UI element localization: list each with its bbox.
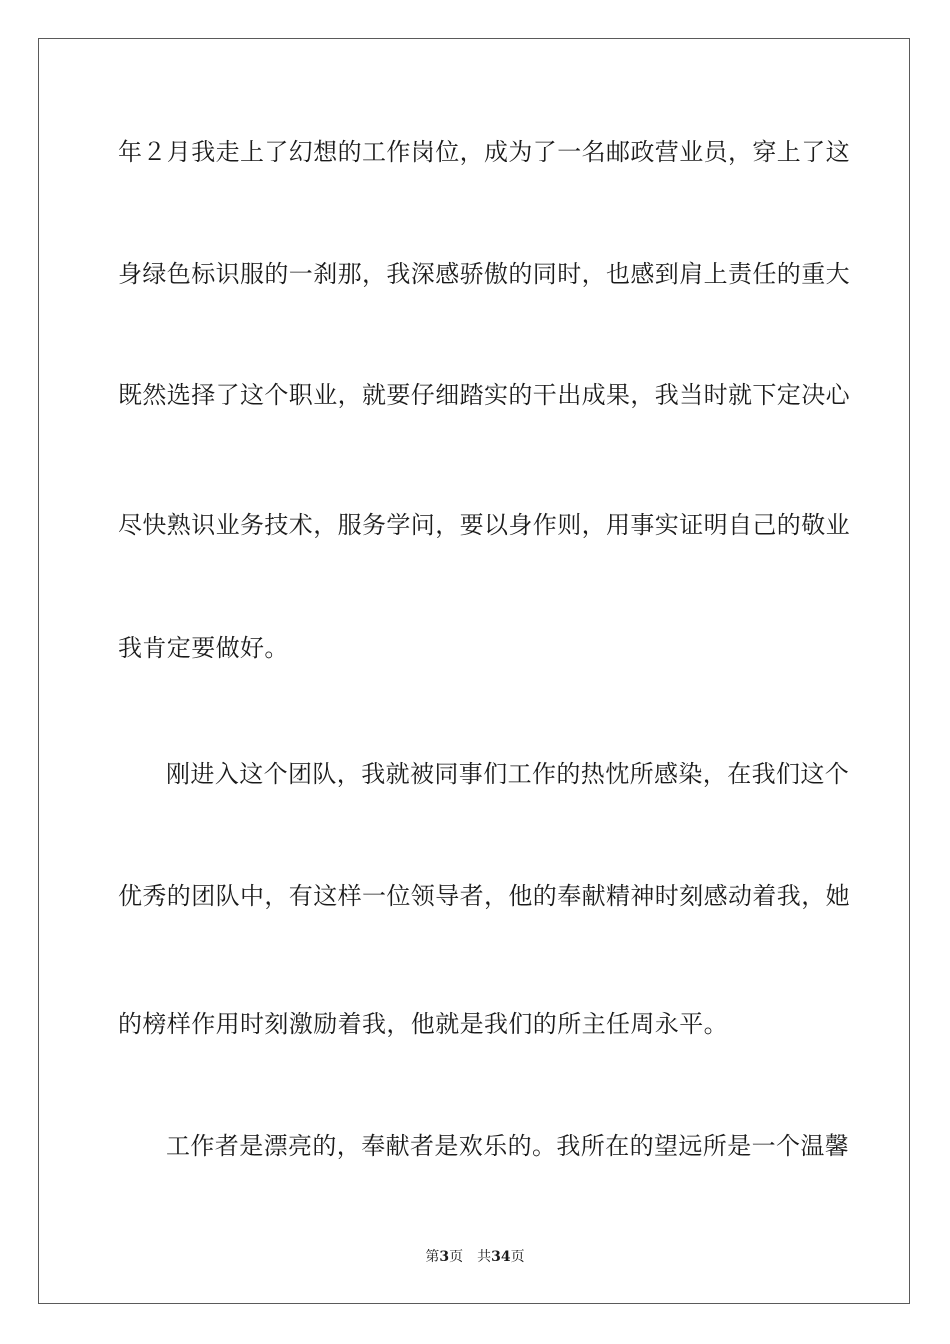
paragraph-2-line-2: 优秀的团队中，有这样一位领导者，他的奉献精神时刻感动着我，她 — [118, 882, 850, 910]
text-line-2: 身绿色标识服的一刹那，我深感骄傲的同时，也感到肩上责任的重大 — [118, 260, 850, 288]
page-prefix: 第 — [425, 1249, 440, 1265]
text-line-3: 既然选择了这个职业，就要仔细踏实的干出成果，我当时就下定决心 — [118, 381, 850, 409]
page-number: 3 — [439, 1249, 450, 1265]
text-line-5: 我肯定要做好。 — [118, 634, 289, 662]
total-pages: 34 — [491, 1249, 511, 1265]
paragraph-2-line-3: 的榜样作用时刻激励着我，他就是我们的所主任周永平。 — [118, 1010, 728, 1038]
page-suffix: 页 — [449, 1249, 464, 1265]
text-line-4: 尽快熟识业务技术，服务学问，要以身作则，用事实证明自己的敬业 — [118, 511, 850, 539]
text-line-1: 年２月我走上了幻想的工作岗位，成为了一名邮政营业员，穿上了这 — [118, 138, 850, 166]
total-prefix: 共 — [477, 1249, 492, 1265]
page-border — [38, 38, 910, 1304]
total-suffix: 页 — [510, 1249, 525, 1265]
paragraph-3-line-1: 工作者是漂亮的，奉献者是欢乐的。我所在的望远所是一个温馨 — [166, 1132, 850, 1160]
paragraph-2-line-1: 刚进入这个团队，我就被同事们工作的热忱所感染，在我们这个 — [166, 760, 850, 788]
page-footer — [0, 1248, 950, 1266]
